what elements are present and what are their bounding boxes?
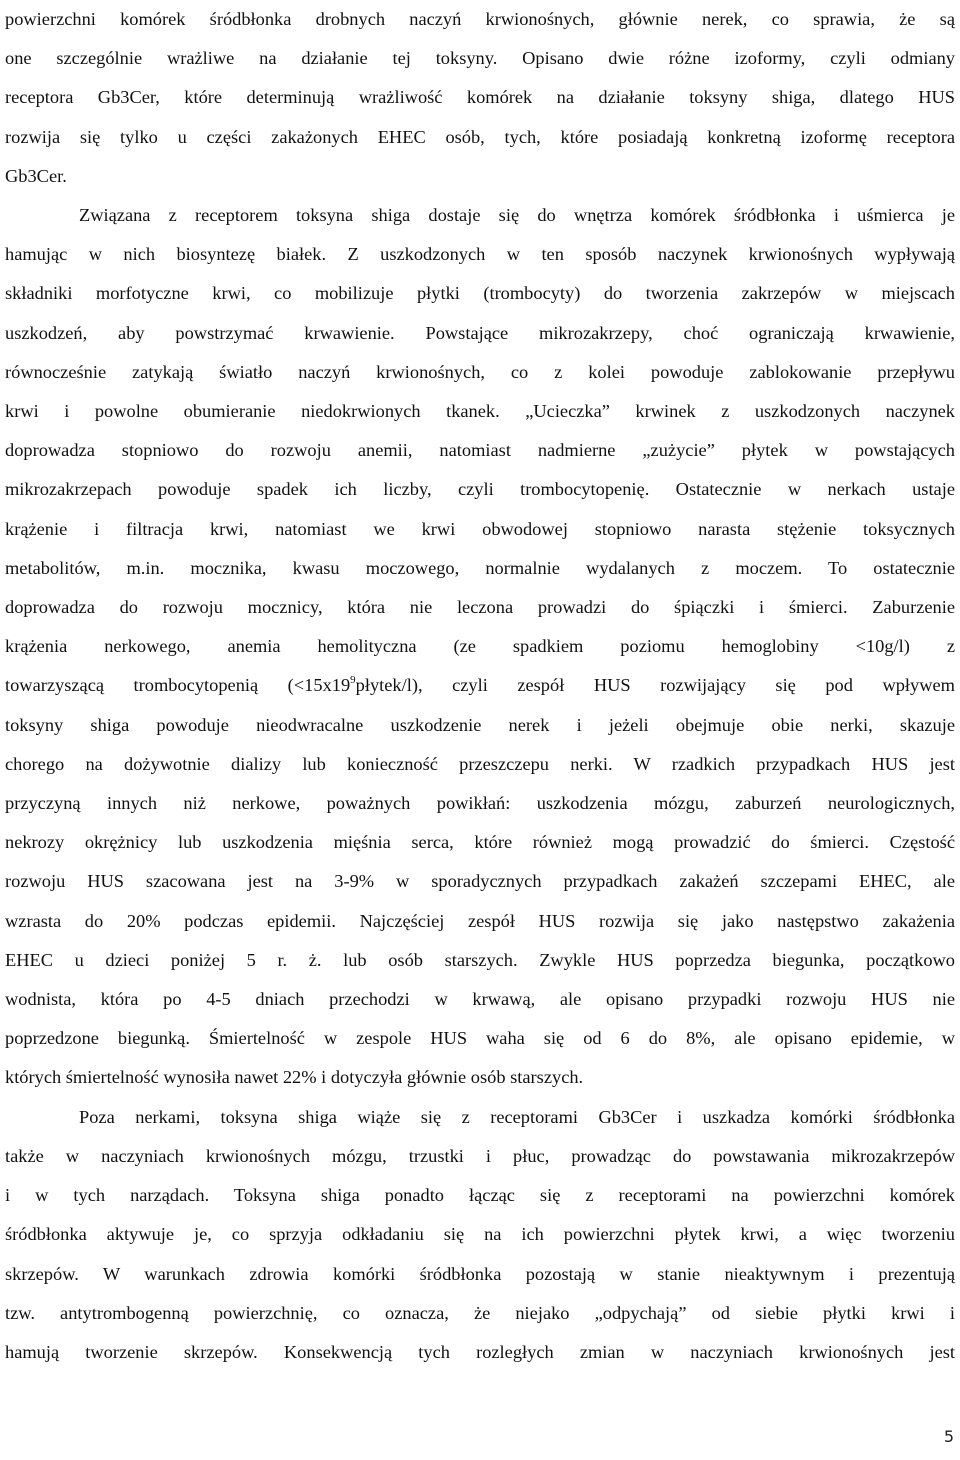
text-line: krwi i powolne obumieranie niedokrwionych tkanek. „Ucieczka” krwinek z uszkodzonych naczynek [5,401,955,422]
paragraph-1 [5,0,955,196]
text-line: wzrasta do 20% podczas epidemii. Najczęściej zespół HUS rozwija się jako następstwo zakażenia [5,910,955,931]
paragraph-2 [5,196,955,1098]
text-line: tzw. antytrombogenną powierzchnię, co oznacza, że niejako „odpychają” od siebie płytki krwi i [5,1302,955,1323]
text-line: śródbłonka aktywuje je, co sprzyja odkładaniu się na ich powierzchni płytek krwi, a więc tworzeniu [5,1224,955,1245]
text-line: skrzepów. W warunkach zdrowia komórki śródbłonka pozostają w stanie nieaktywnym i prezentują [5,1263,955,1284]
text-line: hamują tworzenie skrzepów. Konsekwencją tych rozległych zmian w naczyniach krwionośnych jest [5,1341,955,1362]
text-line: nekrozy okrężnicy lub uszkodzenia mięśnia serca, które również mogą prowadzić do śmierci. Częstość [5,832,955,853]
text-line: wodnista, która po 4-5 dniach przechodzi w krwawą, ale opisano przypadki rozwoju HUS nie [5,989,955,1010]
body-text [5,0,955,1372]
text-line: chorego na dożywotnie dializy lub konieczność przeszczepu nerki. W rzadkich przypadkach HUS jest [5,753,955,774]
text-line: Gb3Cer. [5,165,67,186]
text-line: krążenia nerkowego, anemia hemolityczna (ze spadkiem poziomu hemoglobiny <10g/l) z [5,636,955,657]
text-line: Poza nerkami, toksyna shiga wiąże się z receptorami Gb3Cer i uszkadza komórki śródbłonka [79,1106,955,1127]
text-line: one szczególnie wrażliwe na działanie tej toksyny. Opisano dwie różne izoformy, czyli odmiany [5,48,955,69]
text-line-with-superscript [5,666,955,705]
text-line: Związana z receptorem toksyna shiga dostaje się do wnętrza komórek śródbłonka i uśmierca je [79,205,955,226]
text-line: równocześnie zatykają światło naczyń krwionośnych, co z kolei powoduje zablokowanie przepływu [5,361,955,382]
text-line: przyczyną innych niż nerkowe, poważnych powikłań: uszkodzenia mózgu, zaburzeń neurologicznych, [5,793,955,814]
text-before-superscript: towarzyszącą trombocytopenią (<15x19 [5,675,351,696]
text-line: powierzchni komórek śródbłonka drobnych naczyń krwionośnych, głównie nerek, co sprawia, że są [5,9,955,29]
text-line: poprzedzone biegunką. Śmiertelność w zespole HUS waha się od 6 do 8%, ale opisano epidemie, w [5,1028,955,1049]
text-line: których śmiertelność wynosiła nawet 22% i dotyczyła głównie osób starszych. [5,1067,584,1088]
text-line: krążenie i filtracja krwi, natomiast we krwi obwodowej stopniowo narasta stężenie toksycznych [5,518,955,539]
text-line: mikrozakrzepach powoduje spadek ich liczby, czyli trombocytopenię. Ostatecznie w nerkach ustaje [5,479,955,500]
paragraph-3 [5,1098,955,1372]
text-line: rozwoju HUS szacowana jest na 3-9% w sporadycznych przypadkach zakażeń szczepami EHEC, ale [5,871,955,892]
text-line: metabolitów, m.in. mocznika, kwasu moczowego, normalnie wydalanych z moczem. To ostatecznie [5,557,955,578]
text-line: uszkodzeń, aby powstrzymać krwawienie. Powstające mikrozakrzepy, choć ograniczają krwawienie, [5,322,955,343]
text-line: i w tych narządach. Toksyna shiga ponadto łącząc się z receptorami na powierzchni komórek [5,1185,955,1206]
text-line: EHEC u dzieci poniżej 5 r. ż. lub osób starszych. Zwykle HUS poprzedza biegunka, początkowo [5,949,955,970]
text-line: doprowadza stopniowo do rozwoju anemii, natomiast nadmierne „zużycie” płytek w powstających [5,440,955,461]
text-line: doprowadza do rozwoju mocznicy, która nie leczona prowadzi do śpiączki i śmierci. Zaburzenie [5,597,955,618]
superscript-exponent: 9 [350,674,356,687]
text-line: hamując w nich biosyntezę białek. Z uszkodzonych w ten sposób naczynek krwionośnych wypływają [5,244,955,265]
text-line: także w naczyniach krwionośnych mózgu, trzustki i płuc, prowadząc do powstawania mikrozakrzepów [5,1145,955,1166]
text-line: toksyny shiga powoduje nieodwracalne uszkodzenie nerek i jeżeli obejmuje obie nerki, skazuje [5,714,955,735]
text-line: rozwija się tylko u części zakażonych EHEC osób, tych, które posiadają konkretną izoformę receptora [5,126,955,147]
text-line: receptora Gb3Cer, które determinują wrażliwość komórek na działanie toksyny shiga, dlatego HUS [5,87,955,108]
page-number: 5 [943,1427,954,1446]
text-after-superscript: płytek/l), czyli zespół HUS rozwijający się pod wpływem [355,675,955,696]
text-line: składniki morfotyczne krwi, co mobilizuje płytki (trombocyty) do tworzenia zakrzepów w miejscach [5,283,955,304]
